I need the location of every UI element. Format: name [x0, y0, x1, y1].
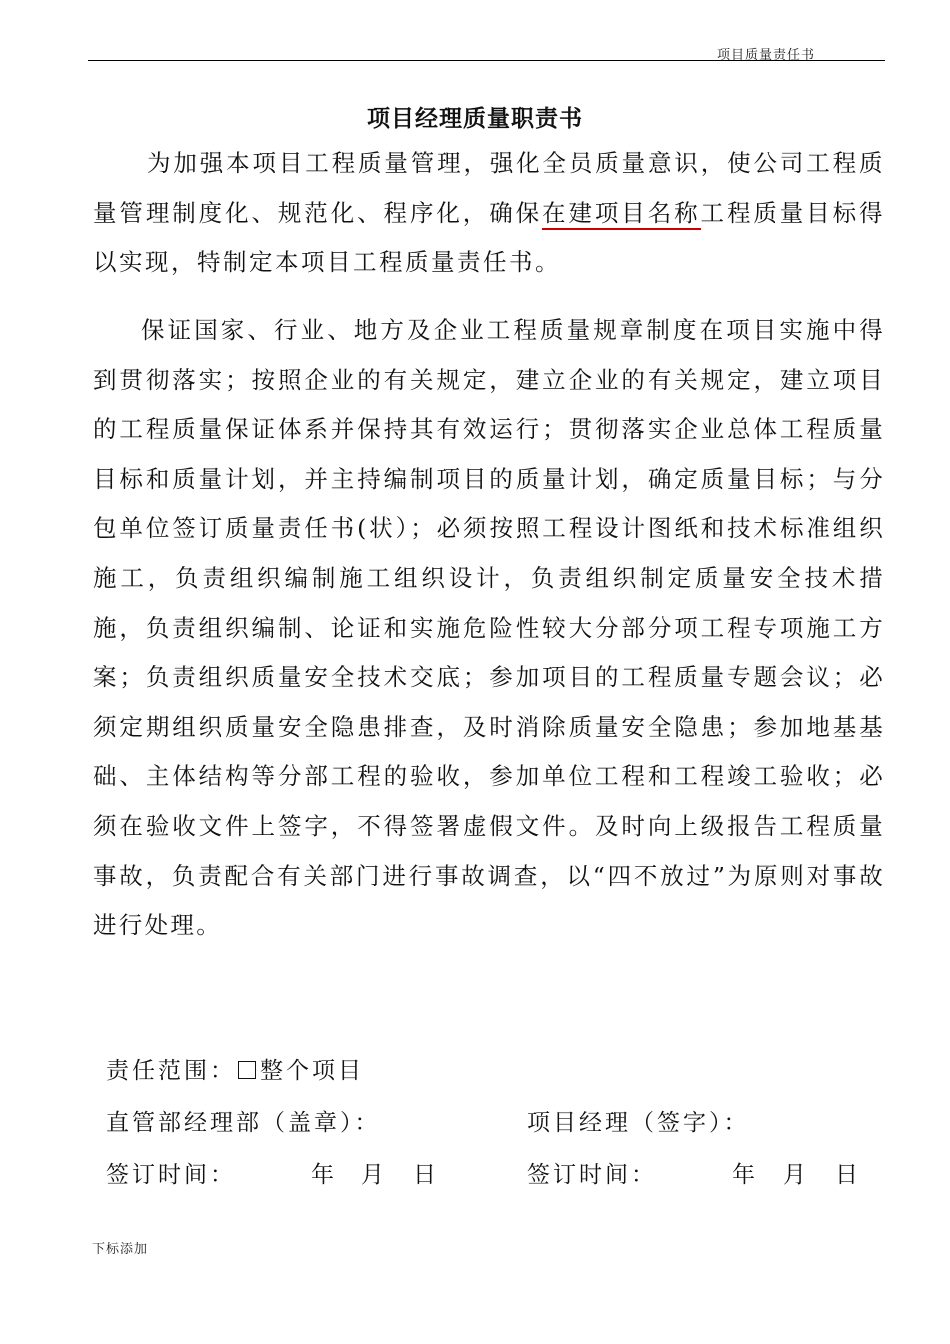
month-label-right: 月: [783, 1162, 809, 1188]
date-label-right: 签订时间：: [527, 1162, 657, 1188]
document-title: 项目经理质量职责书: [367, 106, 583, 132]
page-footer: 下标添加: [92, 1242, 149, 1257]
month-label-left: 月: [361, 1162, 387, 1188]
header-divider: [88, 60, 885, 61]
scope-label: 责任范围：: [106, 1058, 236, 1084]
manager-signature-label: 项目经理（签字）：: [527, 1110, 750, 1136]
intro-text-before: 为加强本项目工程质量管理，强化全员质量意识，使公司工程质量管理制度化、规范化、程序化，确保: [93, 149, 885, 227]
running-header: 项目质量责任书: [716, 48, 815, 63]
year-label-left: 年: [311, 1162, 337, 1188]
intro-text-after: 工程质量目标得以实现，特制定本项目工程质量责任书。: [93, 198, 886, 276]
day-label-left: 日: [413, 1162, 439, 1188]
scope-value: 整个项目: [260, 1058, 364, 1084]
duties-paragraph: 保证国家、行业、地方及企业工程质量规章制度在项目实施中得到贯彻落实；按照企业的有关规定，建立企业的有关规定，建立项目的工程质量保证体系并保持其有效运行；贯彻落实企业总体工程质量目标和质量计划，并主持编制项目的质量计划，确定质量目标；与分包单位签订质量责任书(状）；必须按照工程设计图纸和技术标准组织施工，负责组织编制施工组织设计，负责组织制定质量安全技术措施，负责组织编制、论证和实施危险性较大分部分项工程专项施工方案；负责组织质量安全技术交底；参加项目的工程质量专题会议；必须定期组织质量安全隐患排查，及时消除质量安全隐患；参加地基基础、主体结构等分部工程的验收，参加单位工程和工程竣工验收；必须在验收文件上签字，不得签署虚假文件。及时向上级报告工程质量事故，负责配合有关部门进行事故调查，以“四不放过”为原则对事故进行处理。: [93, 316, 885, 940]
year-label-right: 年: [732, 1162, 758, 1188]
department-seal-label: 直管部经理部（盖章）：: [106, 1110, 381, 1136]
project-name-placeholder: 在建项目名称: [542, 199, 700, 230]
date-label-left: 签订时间：: [106, 1162, 236, 1188]
scope-checkbox[interactable]: [238, 1061, 256, 1079]
intro-paragraph: [93, 139, 885, 288]
day-label-right: 日: [835, 1162, 861, 1188]
scope-row: [106, 1052, 364, 1085]
